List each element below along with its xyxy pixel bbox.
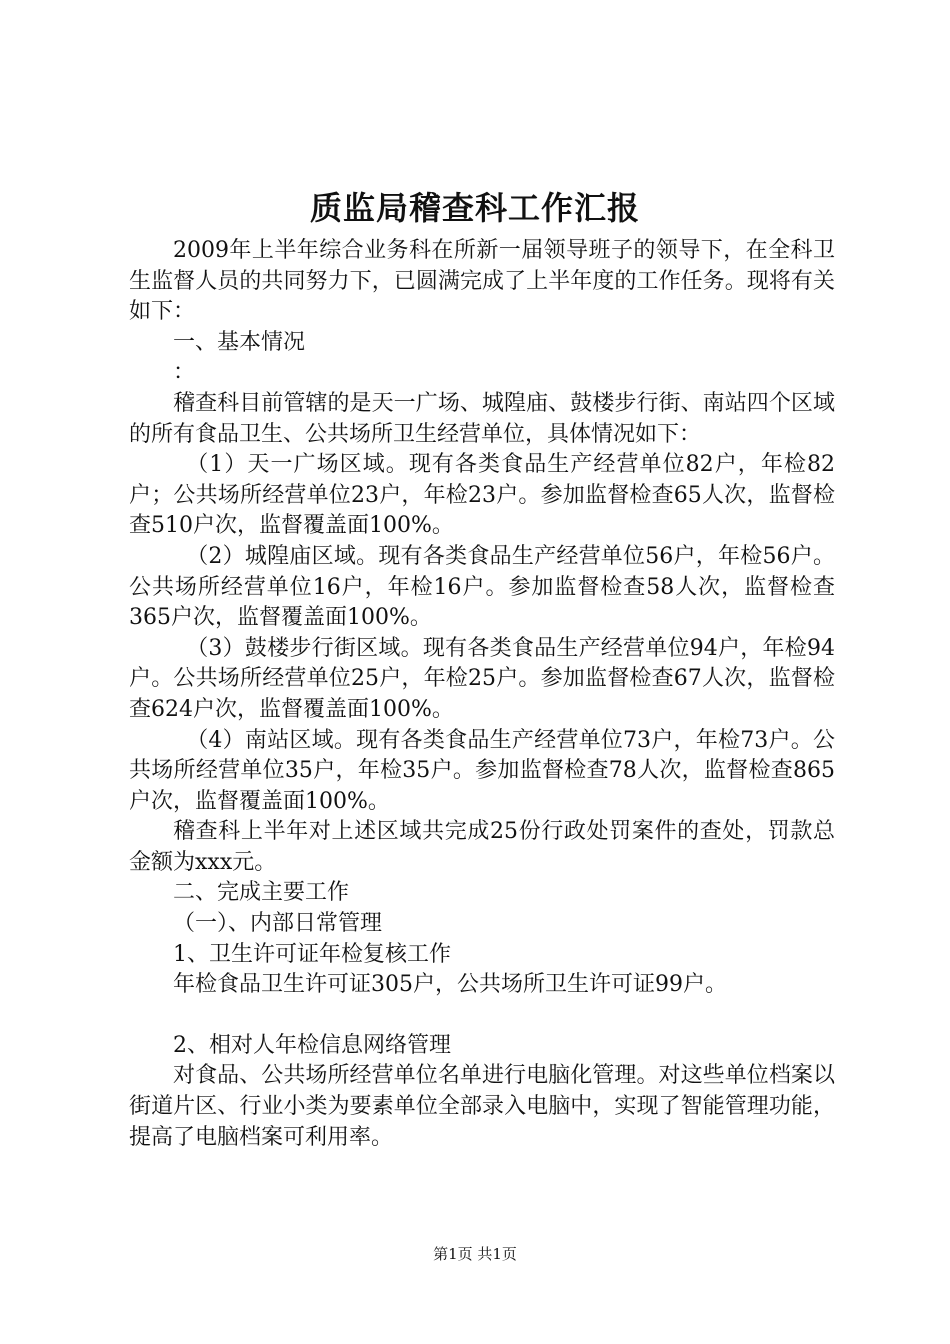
document-title: 质监局稽查科工作汇报 xyxy=(309,189,640,227)
section-heading-basic: 一、基本情况 xyxy=(173,329,306,355)
item-heading-network-management: 2、相对人年检信息网络管理 xyxy=(173,1032,451,1058)
section-heading-main-work: 二、完成主要工作 xyxy=(173,880,350,906)
paragraph-intro: 2009年上半年综合业务科在所新一届领导班子的领导下，在全科卫生监督人员的共同努力下，已圆满完成了上半年度的工作任务。现将有关如下： xyxy=(129,238,835,325)
paragraph-jurisdiction: 稽查科目前管辖的是天一广场、城隍庙、鼓楼步行街、南站四个区域的所有食品卫生、公共场所卫生经营单位，具体情况如下： xyxy=(129,390,835,447)
paragraph-area-4: （4）南站区域。现有各类食品生产经营单位73户，年检73户。公共场所经营单位35户，年检35户。参加监督检查78人次，监督检查865户次，监督覆盖面100%。 xyxy=(129,727,835,814)
paragraph-colon: ： xyxy=(173,360,196,386)
document-body xyxy=(129,236,835,1153)
paragraph-license-counts: 年检食品卫生许可证305户，公共场所卫生许可证99户。 xyxy=(173,972,727,998)
paragraph-computer-management: 对食品、公共场所经营单位名单进行电脑化管理。对这些单位档案以街道片区、行业小类为要素单位全部录入电脑中，实现了智能管理功能，提高了电脑档案可利用率。 xyxy=(129,1063,835,1150)
page-footer: 第1页 共1页 xyxy=(433,1245,517,1263)
item-heading-license-review: 1、卫生许可证年检复核工作 xyxy=(173,941,451,967)
paragraph-area-3: （3）鼓楼步行街区域。现有各类食品生产经营单位94户，年检94户。公共场所经营单位25户，年检25户。参加监督检查67人次，监督检查624户次，监督覆盖面100%。 xyxy=(129,635,835,722)
paragraph-area-1: （1）天一广场区域。现有各类食品生产经营单位82户，年检82户；公共场所经营单位23户，年检23户。参加监督检查65人次，监督检查510户次，监督覆盖面100%。 xyxy=(129,452,835,539)
subsection-heading-internal: （一）、内部日常管理 xyxy=(173,911,383,937)
paragraph-area-2: （2）城隍庙区域。现有各类食品生产经营单位56户，年检56户。公共场所经营单位16户，年检16户。参加监督检查58人次，监督检查365户次，监督覆盖面100%。 xyxy=(129,543,835,631)
paragraph-penalty-summary: 稽查科上半年对上述区域共完成25份行政处罚案件的查处，罚款总金额为xxx元。 xyxy=(129,819,835,875)
